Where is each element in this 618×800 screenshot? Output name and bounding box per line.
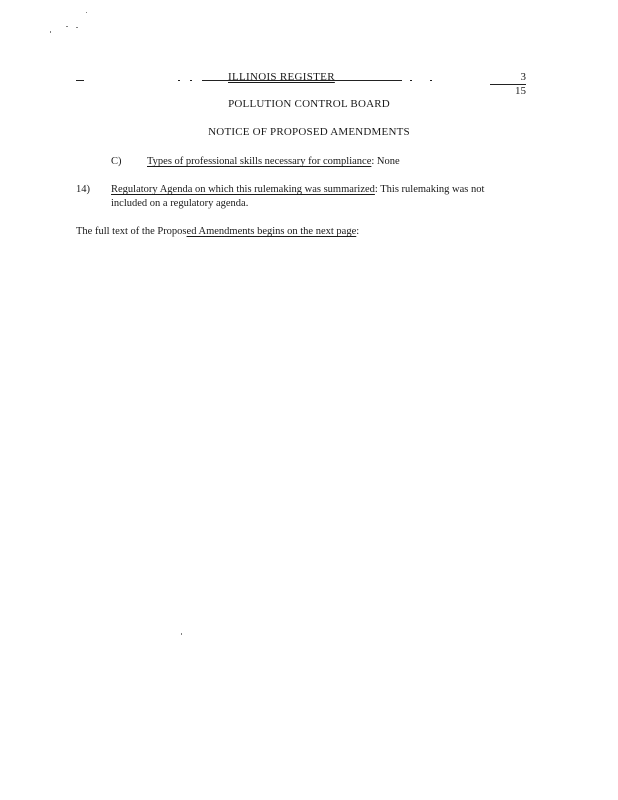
item-c-marker: C) bbox=[111, 156, 122, 167]
scan-speck bbox=[66, 26, 68, 27]
item-14-label: Regulatory Agenda on which this rulemaking was summarized bbox=[111, 184, 375, 195]
item-14-marker: 14) bbox=[76, 184, 90, 195]
scan-speck bbox=[50, 31, 51, 33]
closing-underlined: ed Amendments begins on the next page bbox=[186, 226, 357, 237]
header-rule-dots bbox=[430, 80, 432, 81]
scan-speck bbox=[181, 633, 182, 635]
page-number-top: 3 bbox=[520, 71, 526, 83]
closing-line bbox=[76, 224, 359, 239]
register-title: ILLINOIS REGISTER bbox=[228, 71, 335, 83]
scan-speck bbox=[86, 12, 87, 13]
item-14-line-1 bbox=[111, 182, 484, 197]
notice-title: NOTICE OF PROPOSED AMENDMENTS bbox=[208, 126, 410, 138]
agency-name: POLLUTION CONTROL BOARD bbox=[228, 98, 390, 110]
closing-prefix: The full text of the Propos bbox=[76, 226, 187, 237]
scan-speck bbox=[76, 27, 78, 28]
header-rule-dots bbox=[178, 80, 180, 81]
header-rule-dots bbox=[190, 80, 192, 81]
item-14-line-2: included on a regulatory agenda. bbox=[111, 198, 249, 209]
header-rule-dots bbox=[410, 80, 412, 81]
item-c-value: : None bbox=[371, 156, 400, 167]
item-14-text: : This rulemaking was not bbox=[374, 184, 485, 195]
item-c-line bbox=[147, 154, 400, 169]
item-c-label: Types of professional skills necessary for compliance bbox=[147, 156, 372, 167]
page-number-bottom: 15 bbox=[515, 85, 526, 97]
closing-suffix: : bbox=[356, 226, 360, 237]
header-rule-left bbox=[76, 80, 84, 81]
